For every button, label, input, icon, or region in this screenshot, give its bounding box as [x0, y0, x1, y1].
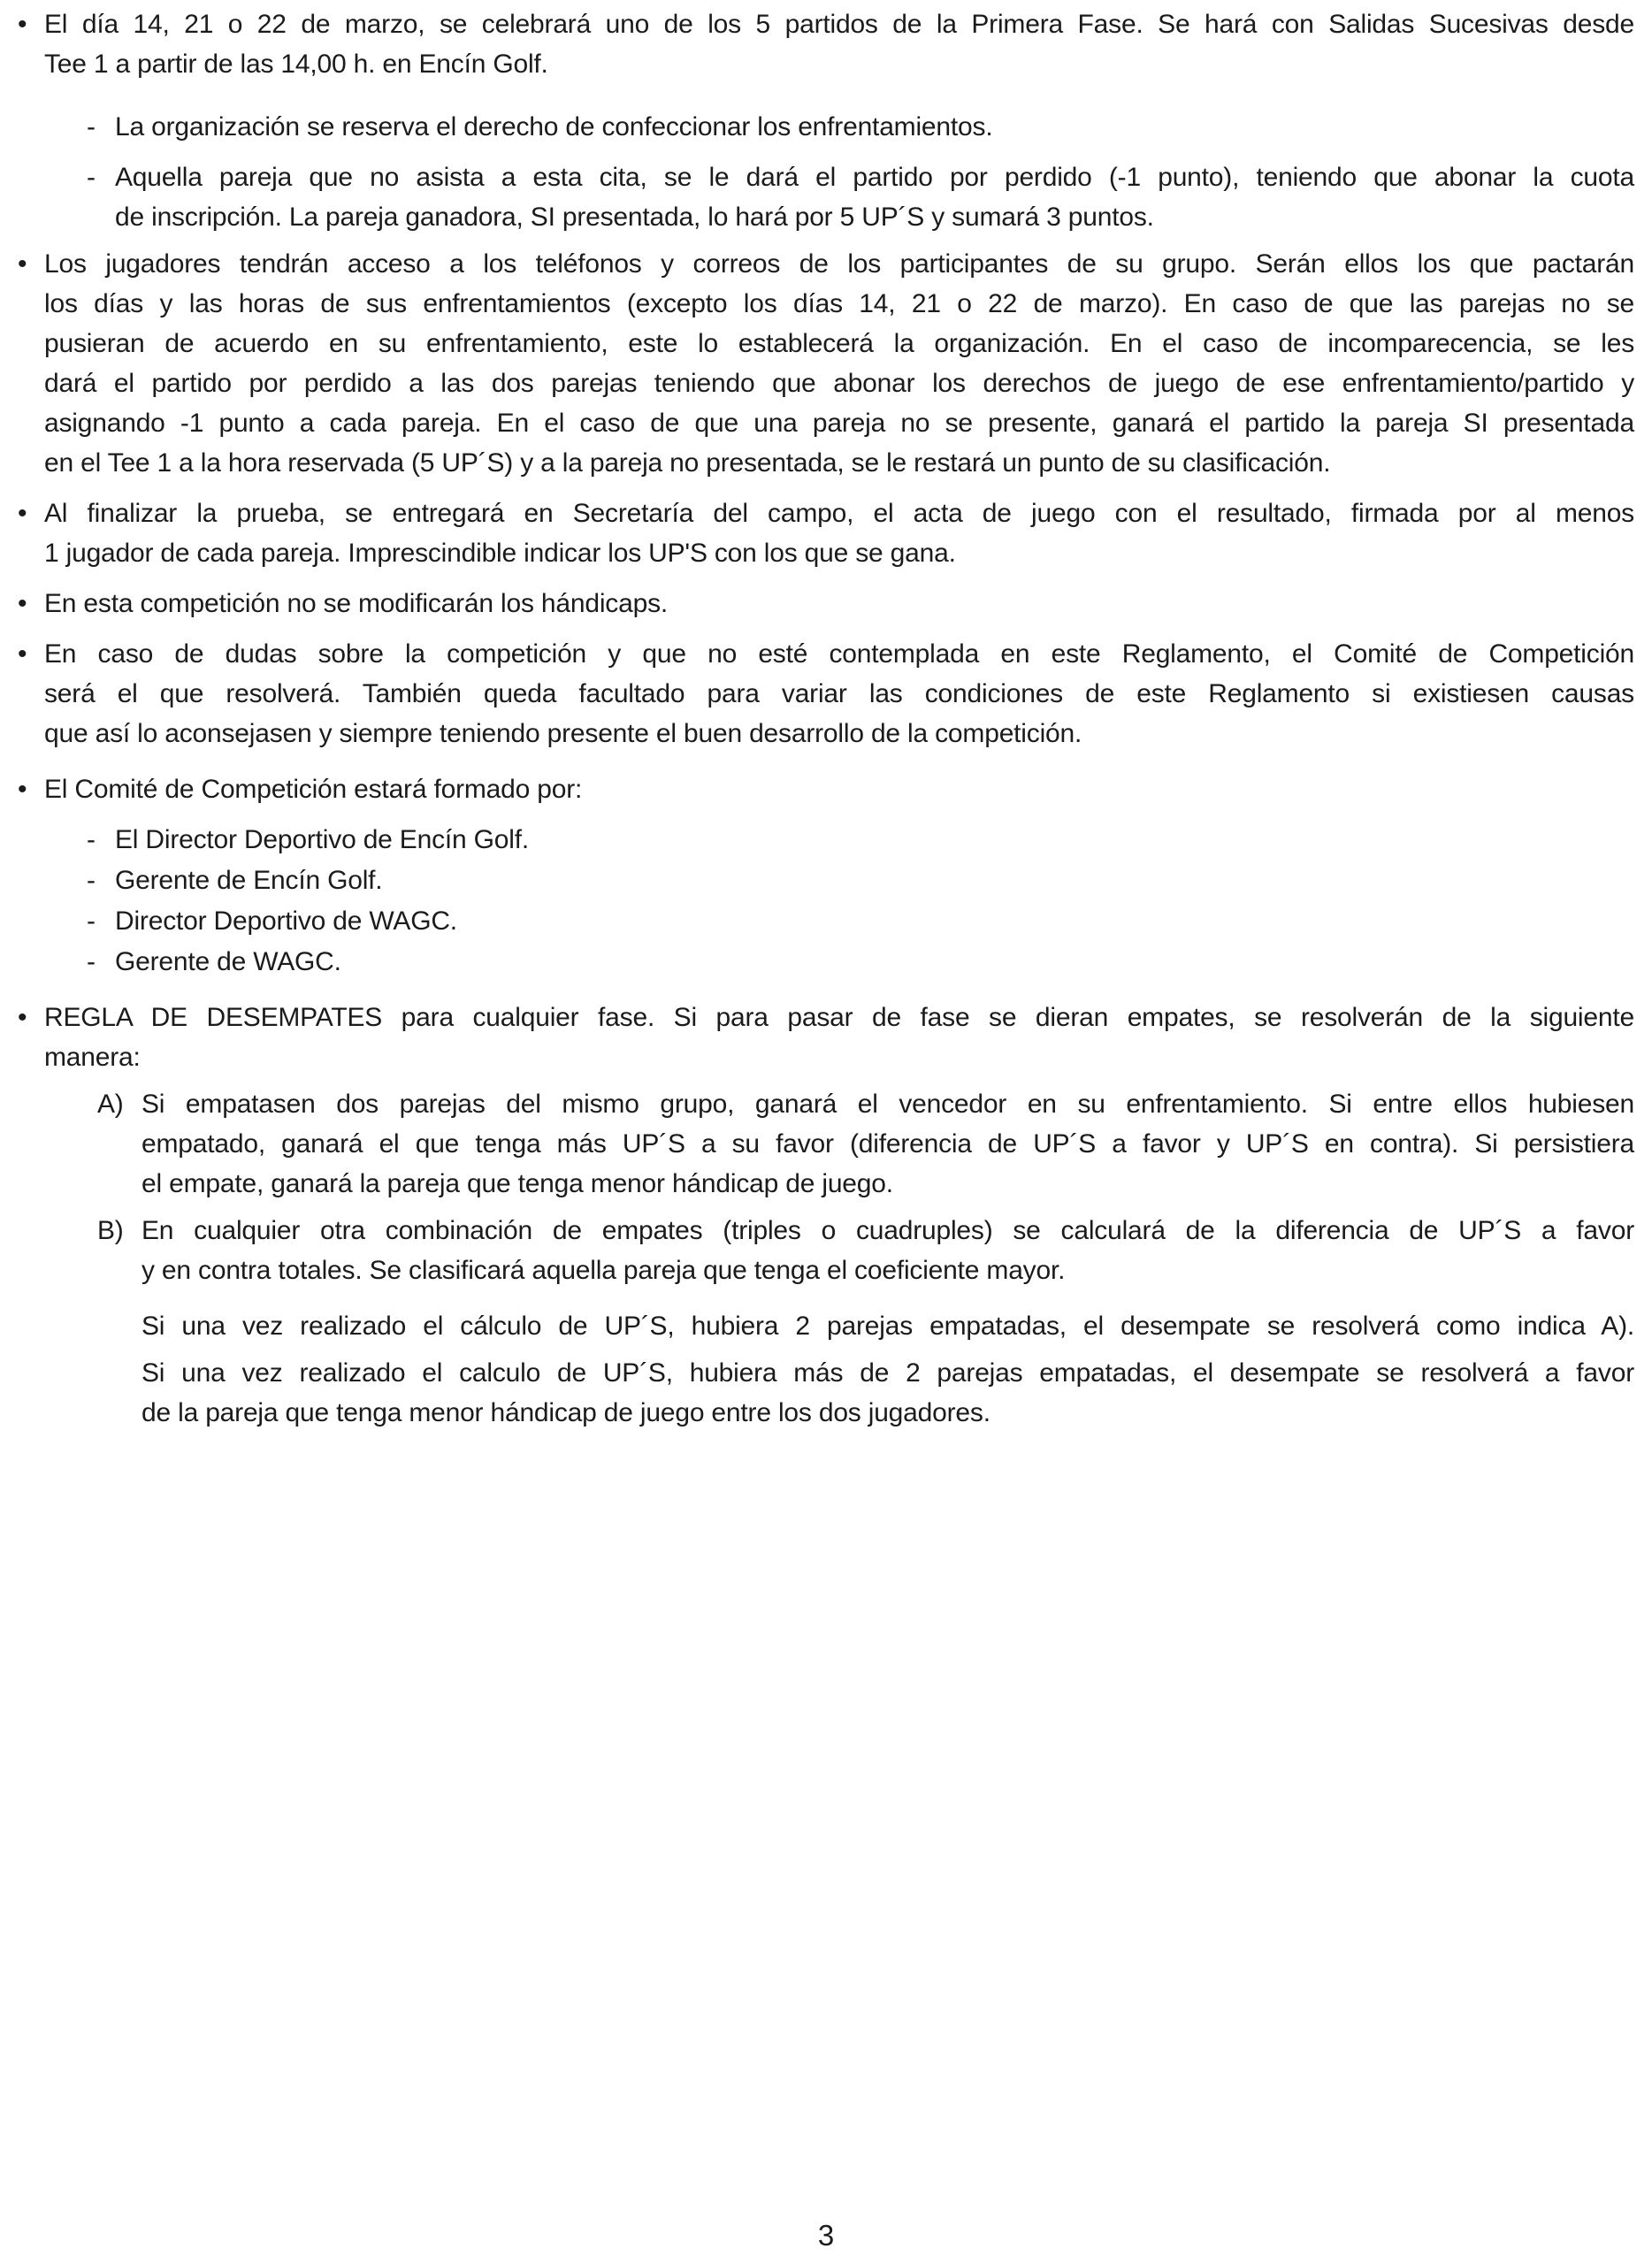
text-line: pusieran de acuerdo en su enfrentamiento, este lo establecerá la organización. En el caso de incomparecencia, se les	[44, 329, 1634, 358]
text-line: en el Tee 1 a la hora reservada (5 UP´S) y a la pareja no presentada, se le restará un punto de su clasificación.	[44, 448, 1331, 478]
text-line: Director Deportivo de WAGC.	[115, 906, 457, 936]
bullet-item	[0, 634, 1634, 753]
dash-marker: -	[87, 906, 96, 936]
bullet-marker: •	[18, 639, 27, 669]
text-line: 1 jugador de cada pareja. Imprescindible indicar los UP'S con los que se gana.	[44, 539, 956, 568]
dash-item	[0, 157, 1634, 237]
item-label: A)	[97, 1090, 124, 1119]
dash-item	[0, 107, 1634, 147]
text-line: de la pareja que tenga menor hándicap de juego entre los dos jugadores.	[141, 1398, 990, 1427]
lettered-item	[0, 1084, 1634, 1204]
text-line: El Director Deportivo de Encín Golf.	[115, 825, 529, 854]
dash-item	[0, 820, 1634, 860]
text-line: En esta competición no se modificarán los hándicaps.	[44, 589, 669, 618]
paragraph	[0, 1353, 1634, 1433]
text-line: Si una vez realizado el calculo de UP´S, hubiera más de 2 parejas empatadas, el desempate se resolverá a favor	[141, 1358, 1634, 1388]
bullet-item	[0, 4, 1634, 84]
text-line: asignando -1 punto a cada pareja. En el caso de que una pareja no se presente, ganará el partido la pareja SI presentada	[44, 409, 1634, 438]
text-line: Gerente de WAGC.	[115, 947, 341, 976]
paragraph	[0, 1306, 1634, 1346]
dash-item	[0, 942, 1634, 982]
bullet-marker: •	[18, 1003, 27, 1032]
text-line: El Comité de Competición estará formado por:	[44, 775, 583, 804]
text-line: REGLA DE DESEMPATES para cualquier fase. Si para pasar de fase se dieran empates, se resolverán de la siguiente	[44, 1003, 1634, 1032]
bullet-marker: •	[18, 249, 27, 279]
page-number: 3	[817, 2219, 835, 2252]
bullet-marker: •	[18, 499, 27, 528]
text-line: manera:	[44, 1043, 141, 1072]
text-line: En cualquier otra combinación de empates (triples o cuadruples) se calculará de la diferencia de UP´S a favor	[141, 1216, 1634, 1245]
dash-marker: -	[87, 163, 96, 192]
lettered-item	[0, 1211, 1634, 1290]
text-line: Si una vez realizado el cálculo de UP´S, hubiera 2 parejas empatadas, el desempate se resolverá como indica A).	[141, 1312, 1634, 1341]
text-line: Si empatasen dos parejas del mismo grupo, ganará el vencedor en su enfrentamiento. Si entre ellos hubiesen	[141, 1090, 1634, 1119]
bullet-item	[0, 493, 1634, 573]
dash-marker: -	[87, 825, 96, 854]
dash-item	[0, 860, 1634, 900]
text-line: La organización se reserva el derecho de confeccionar los enfrentamientos.	[115, 112, 993, 142]
text-line: que así lo aconsejasen y siempre teniendo presente el buen desarrollo de la competición.	[44, 719, 1082, 748]
text-line: dará el partido por perdido a las dos parejas teniendo que abonar los derechos de juego de ese enfrentamiento/partido y	[44, 369, 1634, 398]
dash-marker: -	[87, 947, 96, 976]
text-line: Tee 1 a partir de las 14,00 h. en Encín Golf.	[44, 50, 548, 79]
item-label: B)	[97, 1216, 124, 1245]
bullet-item	[0, 769, 1634, 809]
text-line: El día 14, 21 o 22 de marzo, se celebrará uno de los 5 partidos de la Primera Fase. Se hará con Salidas Sucesivas desde	[44, 10, 1634, 39]
text-line: Aquella pareja que no asista a esta cita, se le dará el partido por perdido (-1 punto), teniendo que abonar la cuota	[115, 163, 1634, 192]
dash-marker: -	[87, 112, 96, 142]
dash-marker: -	[87, 866, 96, 895]
text-line: Los jugadores tendrán acceso a los teléfonos y correos de los participantes de su grupo. Serán ellos los que pactarán	[44, 249, 1634, 279]
dash-item	[0, 901, 1634, 941]
text-line: el empate, ganará la pareja que tenga menor hándicap de juego.	[141, 1169, 893, 1198]
bullet-item	[0, 584, 1634, 623]
text-line: Gerente de Encín Golf.	[115, 866, 383, 895]
text-line: En caso de dudas sobre la competición y que no esté contemplada en este Reglamento, el Comité de Competición	[44, 639, 1634, 669]
bullet-marker: •	[18, 775, 27, 804]
bullet-marker: •	[18, 589, 27, 618]
bullet-marker: •	[18, 10, 27, 39]
text-line: de inscripción. La pareja ganadora, SI presentada, lo hará por 5 UP´S y sumará 3 puntos.	[115, 203, 1154, 232]
document-content	[0, 4, 1652, 1433]
text-line: será el que resolverá. También queda facultado para variar las condiciones de este Reglamento si existiesen causas	[44, 679, 1634, 708]
bullet-item	[0, 998, 1634, 1077]
text-line: y en contra totales. Se clasificará aquella pareja que tenga el coeficiente mayor.	[141, 1256, 1066, 1285]
text-line: Al finalizar la prueba, se entregará en Secretaría del campo, el acta de juego con el resultado, firmada por al menos	[44, 499, 1634, 528]
text-line: los días y las horas de sus enfrentamientos (excepto los días 14, 21 o 22 de marzo). En caso de que las parejas no se	[44, 289, 1634, 318]
text-line: empatado, ganará el que tenga más UP´S a su favor (diferencia de UP´S a favor y UP´S en contra). Si persistiera	[141, 1129, 1634, 1159]
bullet-item	[0, 244, 1634, 483]
